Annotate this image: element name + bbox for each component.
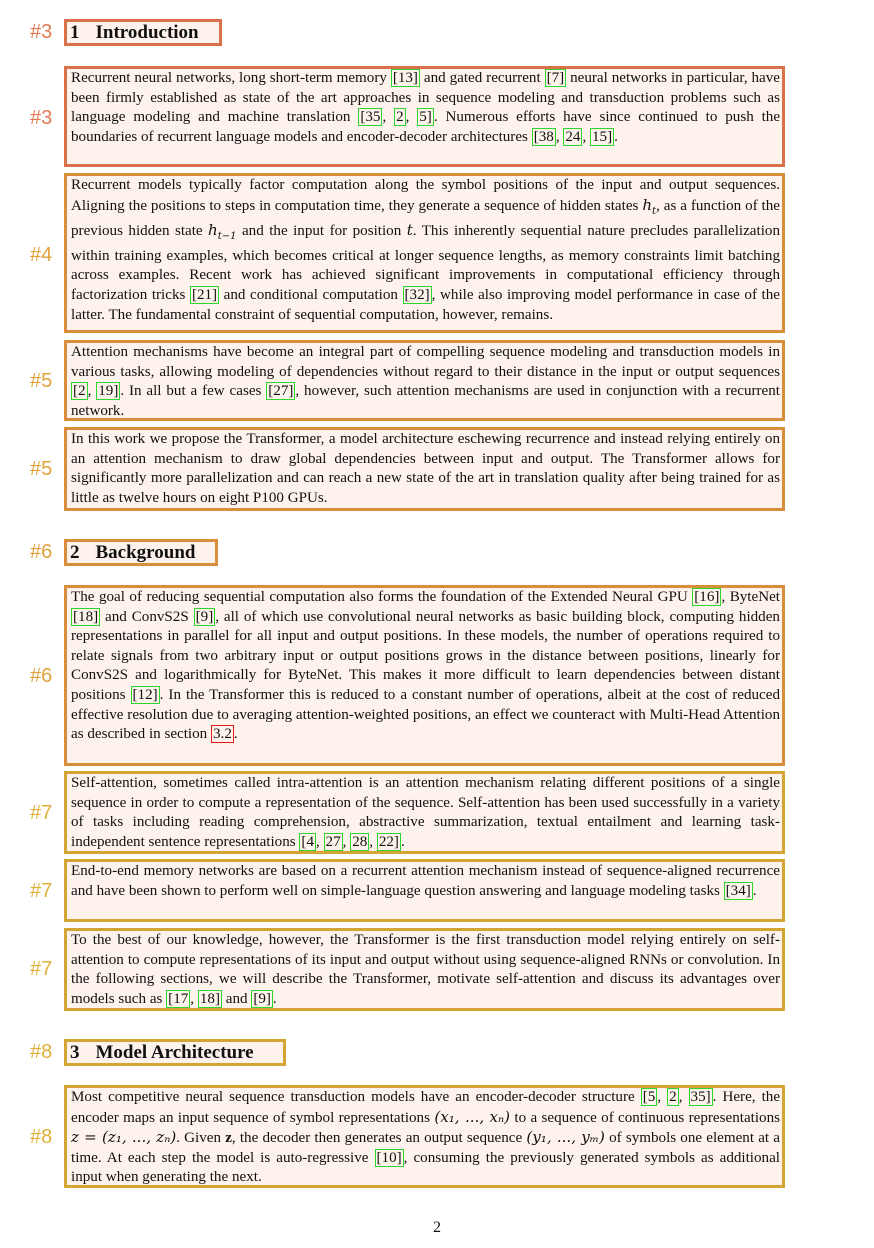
region-label: #6 xyxy=(30,541,53,563)
citation: [2 xyxy=(73,383,86,400)
paragraph-intro-1: Recurrent neural networks, long short-term memory [13] and gated recurrent [7] neural networks in particular, have been firmly established as state of the art approaches in sequence modeling and transduction problems such as language modeling and machine translation [35 , 2 , 5] . Numerous efforts have since continued to push the boundaries of recurrent language models and encoder-decoder architectures [38 , 24 , 15] . xyxy=(64,66,785,167)
citation: 2 xyxy=(396,109,404,126)
citation: [10] xyxy=(376,1149,402,1166)
citation: [13] xyxy=(392,70,418,86)
paragraph-background-4: To the best of our knowledge, however, the Transformer is the first transduction model relying entirely on self-attention to compute representations of its input and output without using sequence-aligned RNNs or convolution. In the following sections, we will describe the Transformer, motivate self-attention and discuss its advantages over models such as [17 , 18] and [9] . xyxy=(64,928,785,1011)
citation: [18] xyxy=(73,608,99,625)
paragraph-background-3: End-to-end memory networks are based on a recurrent attention mechanism instead of sequence-aligned recurrence and have been shown to perform well on simple-language question answering and language modeling tasks [34] . xyxy=(64,859,785,922)
citation: 27 xyxy=(325,833,341,850)
region-label: #5 xyxy=(30,458,53,480)
page-number: 2 xyxy=(433,1219,441,1236)
citation: [21] xyxy=(191,287,218,303)
section-heading-model-architecture: 3 Model Architecture xyxy=(64,1039,286,1066)
citation: [12] xyxy=(132,686,158,703)
citation: [5 xyxy=(642,1089,656,1105)
paragraph-intro-2: Recurrent models typically factor computation along the symbol positions of the input and output sequences. Aligning the positions to steps in computation time, they generate a sequence of hidden states $h_t$, as a function of the previous hidden state $h_{t-1}$ and the input for position t. This inherently sequential nature precludes parallelization within training examples, which becomes critical at longer sequence lengths, as memory constraints limit batching across examples. Recent work has achieved significant improvements in computational efficiency through factorization tricks [21] and conditional computation [32] , while also improving model performance in case of the latter. The fundamental constraint of sequential computation, however, remains. xyxy=(64,173,785,333)
citation: [38 xyxy=(533,128,554,145)
citation: 35] xyxy=(690,1089,711,1105)
citation: 15] xyxy=(592,128,613,145)
region-label: #3 xyxy=(30,107,53,129)
citation: 18] xyxy=(199,990,220,1007)
region-label: #5 xyxy=(30,370,53,392)
region-label: #4 xyxy=(30,244,53,266)
region-label: #8 xyxy=(30,1041,53,1063)
paragraph-background-1: The goal of reducing sequential computation also forms the foundation of the Extended Neural GPU [16] , ByteNet [18] and ConvS2S [9] , all of which use convolutional neural networks as basic building block, computing hidden representations in parallel for all input and output positions. In these models, the number of operations required to relate signals from two arbitrary input or output positions grows in the distance between positions, linearly for ConvS2S and logarithmically for ByteNet. This makes it more difficult to learn dependencies between distant positions [12] . In the Transformer this is reduced to a constant number of operations, albeit at the cost of reduced effective resolution due to averaging attention-weighted positions, an effect we counteract with Multi-Head Attention as described in section 3.2 . xyxy=(64,585,785,766)
region-label: #3 xyxy=(30,21,53,43)
citation: [35 xyxy=(360,109,381,126)
paragraph-intro-3: Attention mechanisms have become an integral part of compelling sequence modeling and transduction models in various tasks, allowing modeling of dependencies without regard to their distance in the input or output sequences [2 , 19] . In all but a few cases [27] , however, such attention mechanisms are used in conjunction with a recurrent network. xyxy=(64,340,785,421)
region-label: #7 xyxy=(30,880,53,902)
citation: 28 xyxy=(352,833,368,850)
citation: 24 xyxy=(565,128,581,145)
citation: [34] xyxy=(725,882,751,899)
citation: [9] xyxy=(253,990,271,1007)
citation: [32] xyxy=(404,287,430,303)
region-label: #6 xyxy=(30,665,53,687)
region-label: #8 xyxy=(30,1126,53,1148)
citation: 19] xyxy=(98,383,119,400)
paragraph-model-architecture-1: Most competitive neural sequence transduction models have an encoder-decoder structure [5 , 2 , 35] . Here, the encoder maps an input sequence of symbol representations (x₁, ..., xₙ) to a sequence of continuous representations z = (z₁, ..., zₙ). Given z, the decoder then generates an output sequence (y₁, ..., yₘ) of symbols one element at a time. At each step the model is auto-regressive [10] , consuming the previously generated symbols as additional input when generating the next. xyxy=(64,1085,785,1188)
paragraph-intro-4: In this work we propose the Transformer, a model architecture eschewing recurrence and instead relying entirely on an attention mechanism to draw global dependencies between input and output. The Transformer allows for significantly more parallelization and can reach a new state of the art in translation quality after being trained for as little as twelve hours on eight P100 GPUs. xyxy=(64,427,785,511)
region-label: #7 xyxy=(30,958,53,980)
citation: [27] xyxy=(268,383,294,400)
citation: 2 xyxy=(669,1089,677,1105)
region-label: #7 xyxy=(30,802,53,824)
section-heading-background: 2 Background xyxy=(64,539,218,566)
paragraph-background-2: Self-attention, sometimes called intra-attention is an attention mechanism relating different positions of a single sequence in order to compute a representation of the sequence. Self-attention has been used successfully in a variety of tasks including reading comprehension, abstractive summarization, textual entailment and learning task-independent sentence representations [4 , 27 , 28 , 22] . xyxy=(64,771,785,854)
citation: [17 xyxy=(168,990,189,1007)
citation: 22] xyxy=(378,833,399,850)
section-heading-introduction: 1 Introduction xyxy=(64,19,222,46)
citation: [9] xyxy=(195,608,214,625)
citation: [7] xyxy=(546,70,565,86)
citation: [4 xyxy=(301,833,314,850)
section-reference: 3.2 xyxy=(213,726,232,743)
citation: 5] xyxy=(419,109,432,126)
citation: [16] xyxy=(694,589,720,605)
